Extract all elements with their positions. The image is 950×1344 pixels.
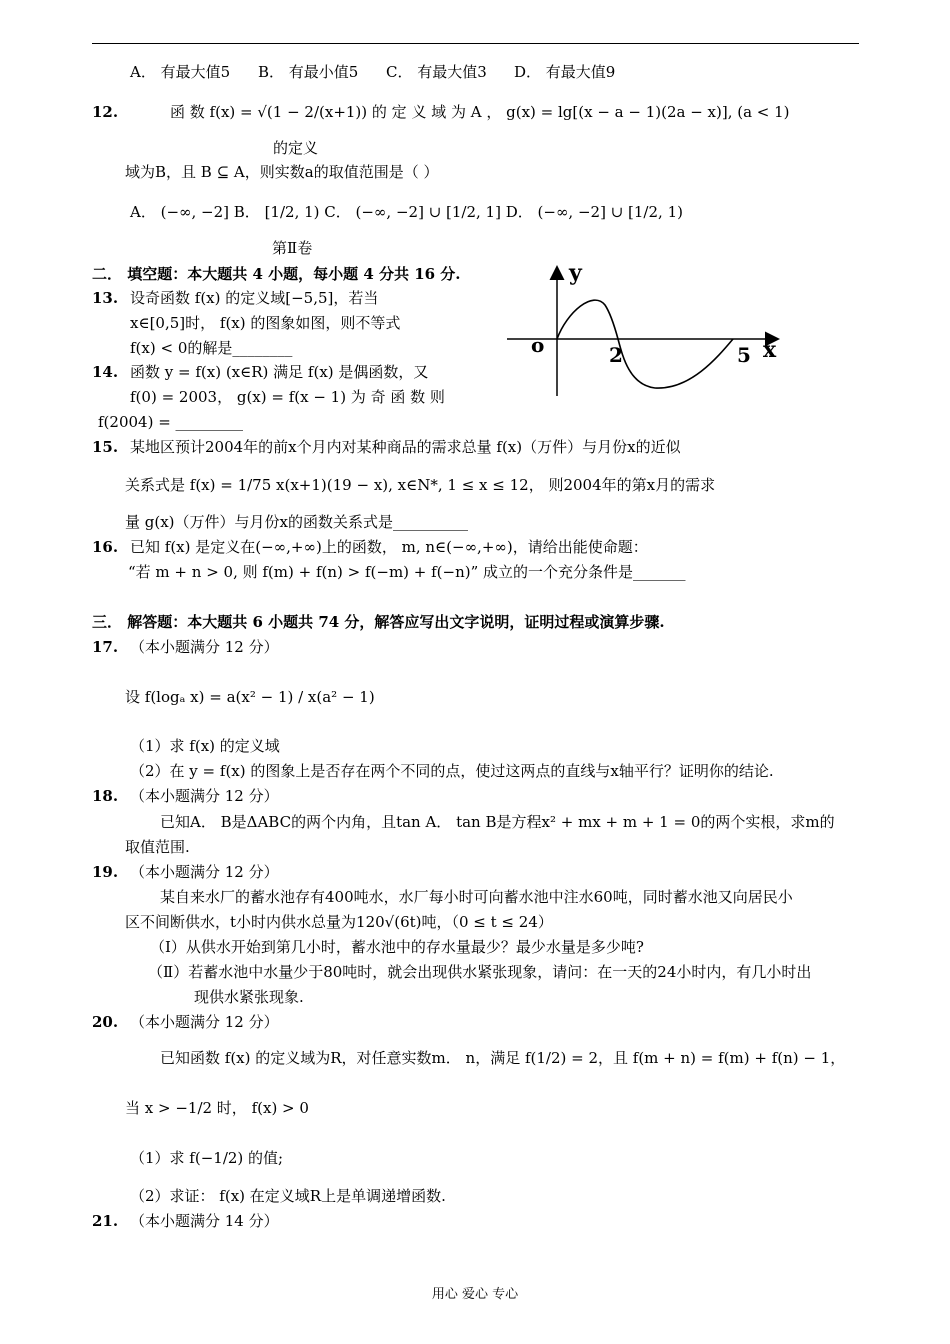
q11-option-c: C． 有最大值3 — [386, 63, 487, 81]
q15-line1: 某地区预计2004年的前x个月内对某种商品的需求总量 f(x)（万件）与月份x的近似 — [130, 438, 681, 456]
q16-number: 16. — [92, 538, 119, 556]
q14-line2: f(0) = 2003， g(x) = f(x − 1) 为 奇 函 数 则 — [130, 388, 445, 406]
q14-line1: 函数 y = f(x) (x∈R) 满足 f(x) 是偶函数，又 — [130, 363, 429, 381]
q17-part1: （1）求 f(x) 的定义域 — [130, 737, 280, 755]
page-footer: 用心 爱心 专心 — [431, 1287, 519, 1302]
q20-part2: （2）求证： f(x) 在定义域R上是单调递增函数. — [130, 1187, 446, 1205]
q20-number: 20. — [92, 1013, 119, 1031]
q11-option-a: A． 有最大值5 — [130, 63, 231, 81]
q21-header: （本小题满分 14 分） — [130, 1212, 279, 1230]
q17-part2: （2）在 y = f(x) 的图象上是否存在两个不同的点，使过这两点的直线与x轴平行？证明你的结论. — [130, 762, 774, 780]
q12-line3: 域为B，且 B ⊆ A，则实数a的取值范围是（ ） — [125, 163, 439, 181]
q20-line1: 已知函数 f(x) 的定义域为R，对任意实数m． n，满足 f(1/2) = 2，且 f(m + n) = f(m) + f(n) − 1， — [160, 1049, 846, 1067]
q15-number: 15. — [92, 438, 119, 456]
q19-part1: （Ⅰ）从供水开始到第几小时，蓄水池中的存水量最少？最少水量是多少吨? — [150, 938, 644, 956]
tick-label-2: 2 — [609, 343, 623, 367]
section2-heading: 二． 填空题：本大题共 4 小题，每小题 4 分共 16 分. — [92, 265, 461, 283]
x-axis-label: x — [763, 337, 777, 363]
q19-line2: 区不间断供水，t小时内供水总量为120√(6t)吨，（0 ≤ t ≤ 24） — [125, 913, 553, 931]
q12-line2: 的定义 — [273, 139, 319, 157]
q16-line1: 已知 f(x) 是定义在(−∞,+∞)上的函数， m, n∈(−∞,+∞)，请给出能使命题： — [130, 538, 648, 556]
q19-line1: 某自来水厂的蓄水池存有400吨水，水厂每小时可向蓄水池中注水60吨，同时蓄水池又向居民小 — [160, 888, 793, 906]
q15-line2: 关系式是 f(x) = 1/75 x(x+1)(19 − x), x∈N*, 1 ≤ x ≤ 12， 则2004年的第x月的需求 — [125, 476, 716, 494]
q17-formula: 设 f(logₐ x) = a(x² − 1) / x(a² − 1) — [125, 688, 375, 706]
function-graph — [505, 260, 785, 400]
q12-number: 12. — [92, 103, 119, 121]
q19-part2-cont: 现供水紧张现象. — [194, 988, 304, 1006]
q18-number: 18. — [92, 787, 119, 805]
part2-title: 第Ⅱ卷 — [272, 239, 313, 257]
q19-header: （本小题满分 12 分） — [130, 863, 279, 881]
q21-number: 21. — [92, 1212, 119, 1230]
q16-line2: “若 m + n > 0, 则 f(m) + f(n) > f(−m) + f(−n)” 成立的一个充分条件是_______ — [128, 563, 686, 581]
q13-line2: x∈[0,5]时， f(x) 的图象如图，则不等式 — [130, 314, 401, 332]
q20-line2: 当 x > −1/2 时， f(x) > 0 — [125, 1099, 309, 1117]
q11-option-b: B． 有最小值5 — [258, 63, 359, 81]
function-curve — [557, 300, 733, 388]
q17-header: （本小题满分 12 分） — [130, 638, 279, 656]
q14-line3: f(2004) = _________ — [98, 413, 244, 431]
q13-number: 13. — [92, 289, 119, 307]
origin-label: o — [531, 333, 545, 357]
q20-part1: （1）求 f(−1/2) 的值; — [130, 1149, 284, 1167]
q18-header: （本小题满分 12 分） — [130, 787, 279, 805]
q20-header: （本小题满分 12 分） — [130, 1013, 279, 1031]
q14-number: 14. — [92, 363, 119, 381]
q13-line1: 设奇函数 f(x) 的定义域[−5,5]，若当 — [130, 289, 379, 307]
q13-line3: f(x) < 0的解是________ — [130, 339, 293, 357]
q12-options: A． (−∞, −2] B． [1/2, 1) C． (−∞, −2] ∪ [1/2, 1] D． (−∞, −2] ∪ [1/2, 1) — [130, 203, 683, 221]
q12-line1: 函 数 f(x) = √(1 − 2/(x+1)) 的 定 义 域 为 A ， g(x) = lg[(x − a − 1)(2a − x)], (a < 1) — [170, 103, 790, 121]
q19-number: 19. — [92, 863, 119, 881]
section3-heading: 三． 解答题：本大题共 6 小题共 74 分，解答应写出文字说明，证明过程或演算步骤. — [92, 613, 665, 631]
y-axis-label: y — [569, 260, 582, 286]
q18-line1: 已知A． B是ΔABC的两个内角，且tan A． tan B是方程x² + mx + m + 1 = 0的两个实根，求m的 — [160, 813, 835, 831]
q15-line3: 量 g(x)（万件）与月份x的函数关系式是__________ — [125, 513, 468, 531]
q19-part2: （Ⅱ）若蓄水池中水量少于80吨时，就会出现供水紧张现象，请问：在一天的24小时内，有几小时出 — [148, 963, 812, 981]
q17-number: 17. — [92, 638, 119, 656]
tick-label-5: 5 — [737, 343, 751, 367]
q18-line2: 取值范围. — [125, 838, 190, 856]
q11-option-d: D． 有最大值9 — [514, 63, 616, 81]
header-rule — [92, 43, 859, 44]
